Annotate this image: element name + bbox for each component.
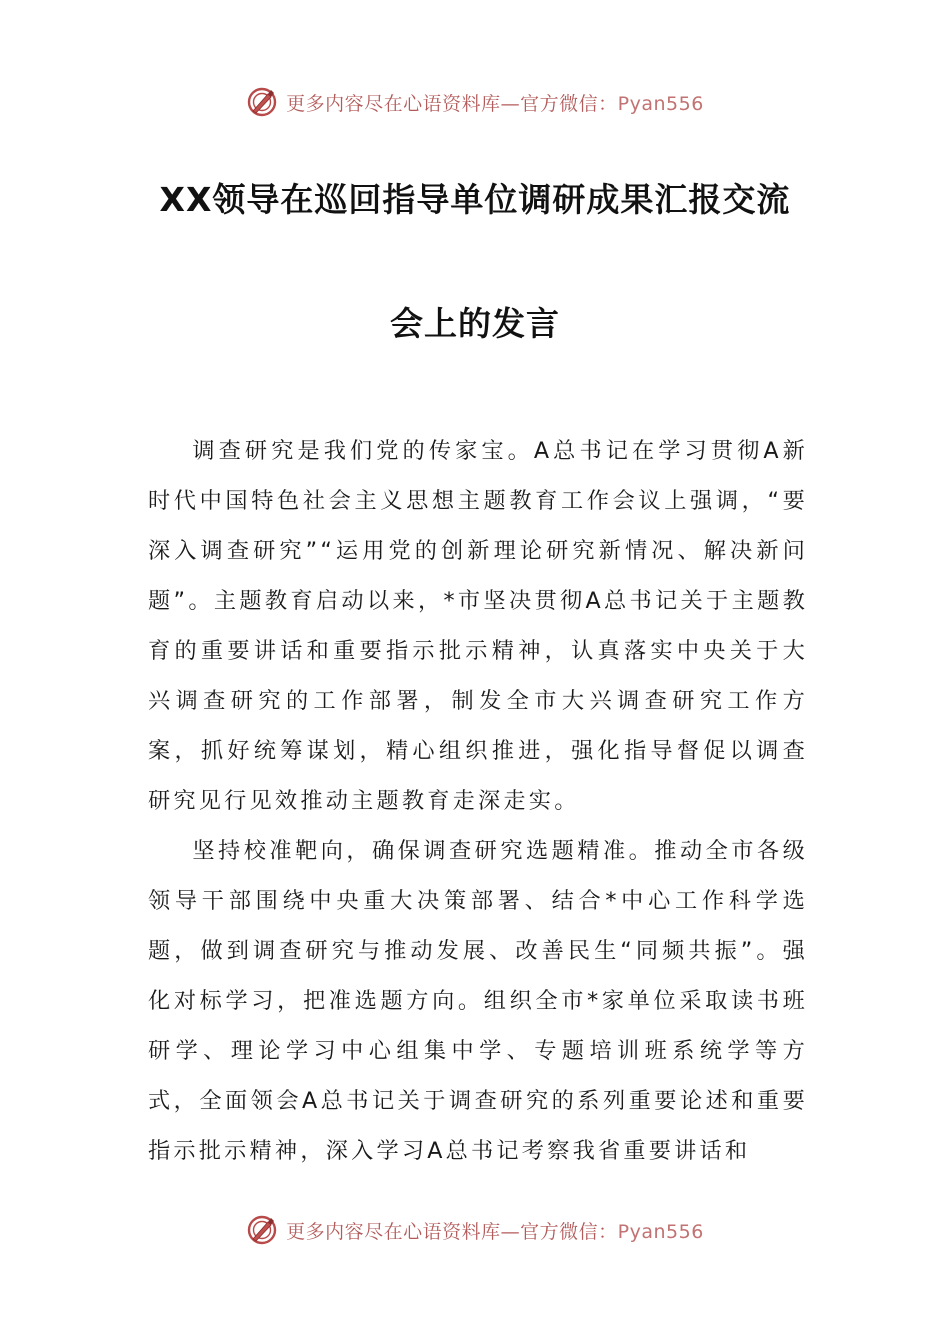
footer-banner [0,1210,950,1250]
document-title-line-2: 会上的发言 [390,304,560,343]
header-banner [0,82,950,122]
paragraph: 调查研究是我们党的传家宝。A总书记在学习贯彻A新时代中国特色社会主义思想主题教育工作会议上强调，“要深入调查研究”“运用党的创新理论研究新情况、解决新问题”。主题教育启动以来，*市坚决贯彻A总书记关于主题教育的重要讲话和重要指示批示精神，认真落实中央关于大兴调查研究的工作部署，制发全市大兴调查研究工作方案，抓好统筹谋划，精心组织推进，强化指导督促以调查研究见行见效推动主题教育走深走实。 [148,438,808,814]
pen-logo-icon [246,86,278,118]
banner-text: 更多内容尽在心语资料库—官方微信：Pyan556 [286,1220,704,1243]
pen-logo-icon [246,1214,278,1246]
banner-text: 更多内容尽在心语资料库—官方微信：Pyan556 [286,92,704,115]
document-title-line-1: XX领导在巡回指导单位调研成果汇报交流 [159,180,791,219]
paragraph: 坚持校准靶向，确保调查研究选题精准。推动全市各级领导干部围绕中央重大决策部署、结合*中心工作科学选题，做到调查研究与推动发展、改善民生“同频共振”。强化对标学习，把准选题方向。组织全市*家单位采取读书班研学、理论学习中心组集中学、专题培训班系统学等方式，全面领会A总书记关于调查研究的系列重要论述和重要指示批示精神，深入学习A总书记考察我省重要讲话和 [148,838,808,1164]
document-body [148,426,808,1176]
wechat-id: Pyan556 [617,92,704,115]
wechat-id: Pyan556 [617,1220,704,1243]
